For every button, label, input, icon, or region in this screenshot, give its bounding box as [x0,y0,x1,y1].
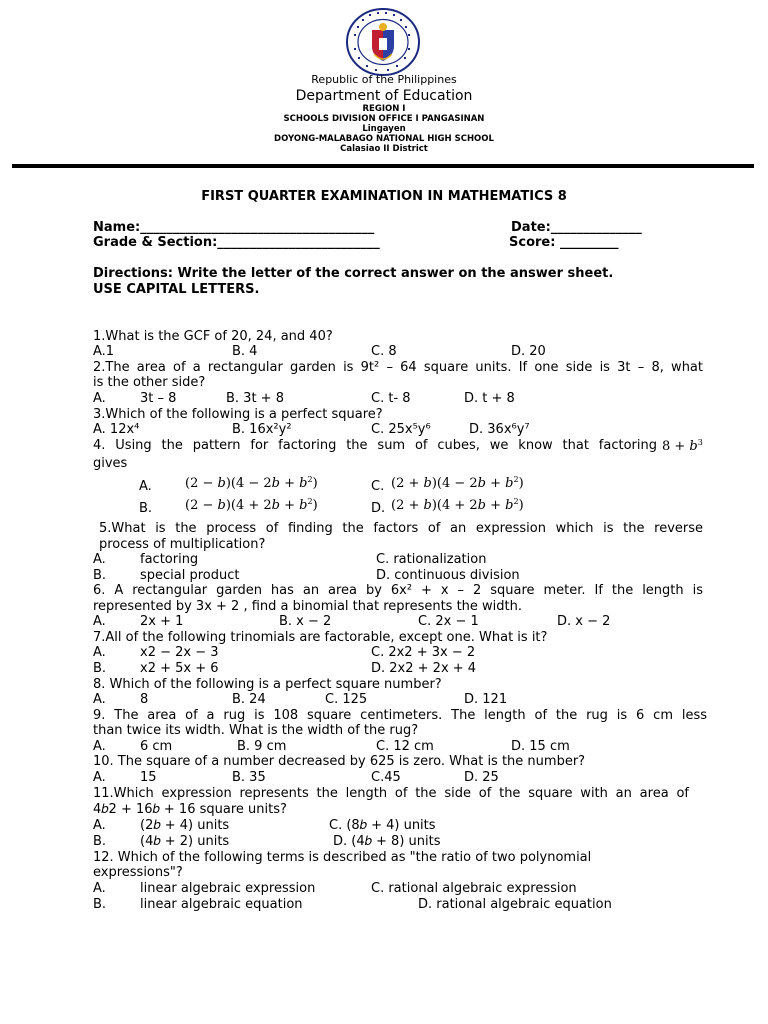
q8-choice-a-letter: A. [93,692,106,707]
q12-choice-b-letter: B. [93,897,107,912]
question-9-cont: than twice its width. What is the width of the rug? [93,723,419,738]
q9-choice-b: B. 9 cm [237,739,287,754]
q5-choice-b-letter: B. [93,568,107,583]
question-8: 8. Which of the following is a perfect square number? [93,677,442,692]
header-division: SCHOOLS DIVISION OFFICE I PANGASINAN [283,114,485,124]
q5-choice-a: factoring [140,552,199,567]
q10-choice-a-letter: A. [93,770,106,785]
q2-choice-a: 3t – 8 [140,391,177,406]
question-5: 5.What is the process of finding the factors of an expression which is the reverse [99,521,703,536]
q10-choice-c: C.45 [371,770,401,785]
header-district: Calasiao II District [340,144,428,154]
q4-expression-base: 8 + 𝑏 [662,439,698,454]
q9-choice-c: C. 12 cm [376,739,434,754]
q10-choice-b: B. 35 [232,770,266,785]
question-12-cont: expressions"? [93,865,183,880]
header-school: DOYONG-MALABAGO NATIONAL HIGH SCHOOL [274,134,494,144]
q6-choice-c: C. 2x − 1 [418,614,479,629]
q4-choice-c-close: ) [518,476,524,491]
q7-choice-d: D. 2x2 + 2x + 4 [371,661,477,676]
question-11-cont: 4𝑏2 + 16𝑏 + 16 square units? [93,802,287,817]
q11-choice-b-letter: B. [93,834,107,849]
q4-choice-d [391,497,524,513]
directions-line-1: Directions: Write the letter of the correct answer on the answer sheet. [93,266,614,281]
q11-choice-d: D. (4𝑏 + 8) units [333,834,441,849]
q3-choice-c: C. 25x⁵y⁶ [371,422,431,437]
question-9: 9. The area of a rug is 108 square centimeters. The length of the rug is 6 cm less [93,708,707,723]
q4-choice-c-letter: C. [371,479,385,494]
q5-choice-c: C. rationalization [376,552,487,567]
q4-choice-d-close: ) [518,498,524,513]
directions-line-2: USE CAPITAL LETTERS. [93,282,260,297]
q4-choice-d-letter: D. [371,501,386,516]
q1-choice-c: C. 8 [371,344,397,359]
q4-choice-b [185,497,318,513]
q12-choice-b: linear algebraic equation [140,897,303,912]
q7-choice-a: x2 − 2x − 3 [140,645,219,660]
q10-choice-d: D. 25 [464,770,499,785]
question-4-cont: gives [93,456,128,471]
q7-choice-c: C. 2x2 + 3x − 2 [371,645,476,660]
q8-choice-c: C. 125 [325,692,368,707]
q7-choice-b-letter: B. [93,661,107,676]
q5-choice-d: D. continuous division [376,568,520,583]
q4-choice-b-body: (2 − 𝑏)(4 + 2𝑏 + 𝑏 [185,498,308,513]
q9-choice-a-letter: A. [93,739,106,754]
header-divider-line [12,164,754,168]
question-6: 6. A rectangular garden has an area by 6x² + x – 2 square meter. If the length is [93,583,703,598]
q5-choice-b: special product [140,568,240,583]
q2-choice-a-letter: A. [93,391,106,406]
q4-choice-a [185,475,318,491]
q12-choice-c: C. rational algebraic expression [371,881,577,896]
q7-choice-b: x2 + 5x + 6 [140,661,219,676]
q4-choice-c-body: (2 + 𝑏)(4 − 2𝑏 + 𝑏 [391,476,514,491]
question-5-cont: process of multiplication? [99,537,266,552]
deped-seal-logo [344,8,422,76]
name-field[interactable]: Name:____________________________________ [93,220,375,235]
q6-choice-a: 2x + 1 [140,614,184,629]
exam-title: FIRST QUARTER EXAMINATION IN MATHEMATICS 8 [201,189,567,204]
q10-choice-a: 15 [140,770,157,785]
q1-choice-a: A.1 [93,344,115,359]
question-12: 12. Which of the following terms is described as "the ratio of two polynomial [93,850,592,865]
q3-choice-d: D. 36x⁶y⁷ [469,422,530,437]
question-3: 3.Which of the following is a perfect square? [93,407,383,422]
score-field[interactable]: Score: _________ [509,235,619,250]
q4-choice-b-close: ) [312,498,318,513]
q12-choice-a-letter: A. [93,881,106,896]
q8-choice-d: D. 121 [464,692,508,707]
grade-section-field[interactable]: Grade & Section:_________________________ [93,235,380,250]
q6-choice-b: B. x − 2 [279,614,332,629]
question-4: 4. Using the pattern for factoring the sum of cubes, we know that factoring [93,438,657,453]
question-2: 2.The area of a rectangular garden is 9t² – 64 square units. If one side is 3t – 8, what [93,360,703,375]
header-department: Department of Education [295,88,473,104]
question-11: 11.Which expression represents the length of the side of the square with an area of [93,786,689,801]
q8-choice-b: B. 24 [232,692,266,707]
q2-choice-b: B. 3t + 8 [226,391,284,406]
q9-choice-d: D. 15 cm [511,739,570,754]
q11-choice-a: (2𝑏 + 4) units [140,818,230,833]
q11-choice-b: (4𝑏 + 2) units [140,834,230,849]
q7-choice-a-letter: A. [93,645,106,660]
q9-choice-a: 6 cm [140,739,173,754]
q4-choice-b-letter: B. [139,501,153,516]
q4-choice-a-body: (2 − 𝑏)(4 − 2𝑏 + 𝑏 [185,476,308,491]
header-town: Lingayen [362,124,406,134]
question-6-cont: represented by 3x + 2 , find a binomial that represents the width. [93,599,523,614]
question-2-cont: is the other side? [93,375,206,390]
q4-choice-a-letter: A. [139,479,152,494]
q4-expression-exponent: 3 [697,438,703,447]
q12-choice-d: D. rational algebraic equation [418,897,612,912]
question-10: 10. The square of a number decreased by 625 is zero. What is the number? [93,754,586,769]
q4-choice-c-exponent: 2 [513,475,519,484]
q4-choice-c [391,475,524,491]
q11-choice-c: C. (8𝑏 + 4) units [329,818,436,833]
q6-choice-a-letter: A. [93,614,106,629]
q11-choice-a-letter: A. [93,818,106,833]
q4-choice-b-exponent: 2 [307,497,313,506]
q2-choice-d: D. t + 8 [464,391,515,406]
q3-choice-b: B. 16x²y² [232,422,292,437]
question-7: 7.All of the following trinomials are factorable, except one. What is it? [93,630,548,645]
question-1: 1.What is the GCF of 20, 24, and 40? [93,329,333,344]
date-field[interactable]: Date:______________ [511,220,642,235]
q4-expression [662,438,703,454]
q1-choice-b: B. 4 [232,344,258,359]
q12-choice-a: linear algebraic expression [140,881,316,896]
q1-choice-d: D. 20 [511,344,546,359]
header-republic: Republic of the Philippines [311,73,457,86]
header-region: REGION I [362,104,406,114]
q6-choice-d: D. x − 2 [557,614,611,629]
q8-choice-a: 8 [140,692,149,707]
q4-choice-a-close: ) [312,476,318,491]
q4-choice-d-exponent: 2 [513,497,519,506]
q4-choice-a-exponent: 2 [307,475,313,484]
q5-choice-a-letter: A. [93,552,106,567]
q3-choice-a: A. 12x⁴ [93,422,140,437]
q4-choice-d-body: (2 + 𝑏)(4 + 2𝑏 + 𝑏 [391,498,514,513]
q2-choice-c: C. t- 8 [371,391,411,406]
